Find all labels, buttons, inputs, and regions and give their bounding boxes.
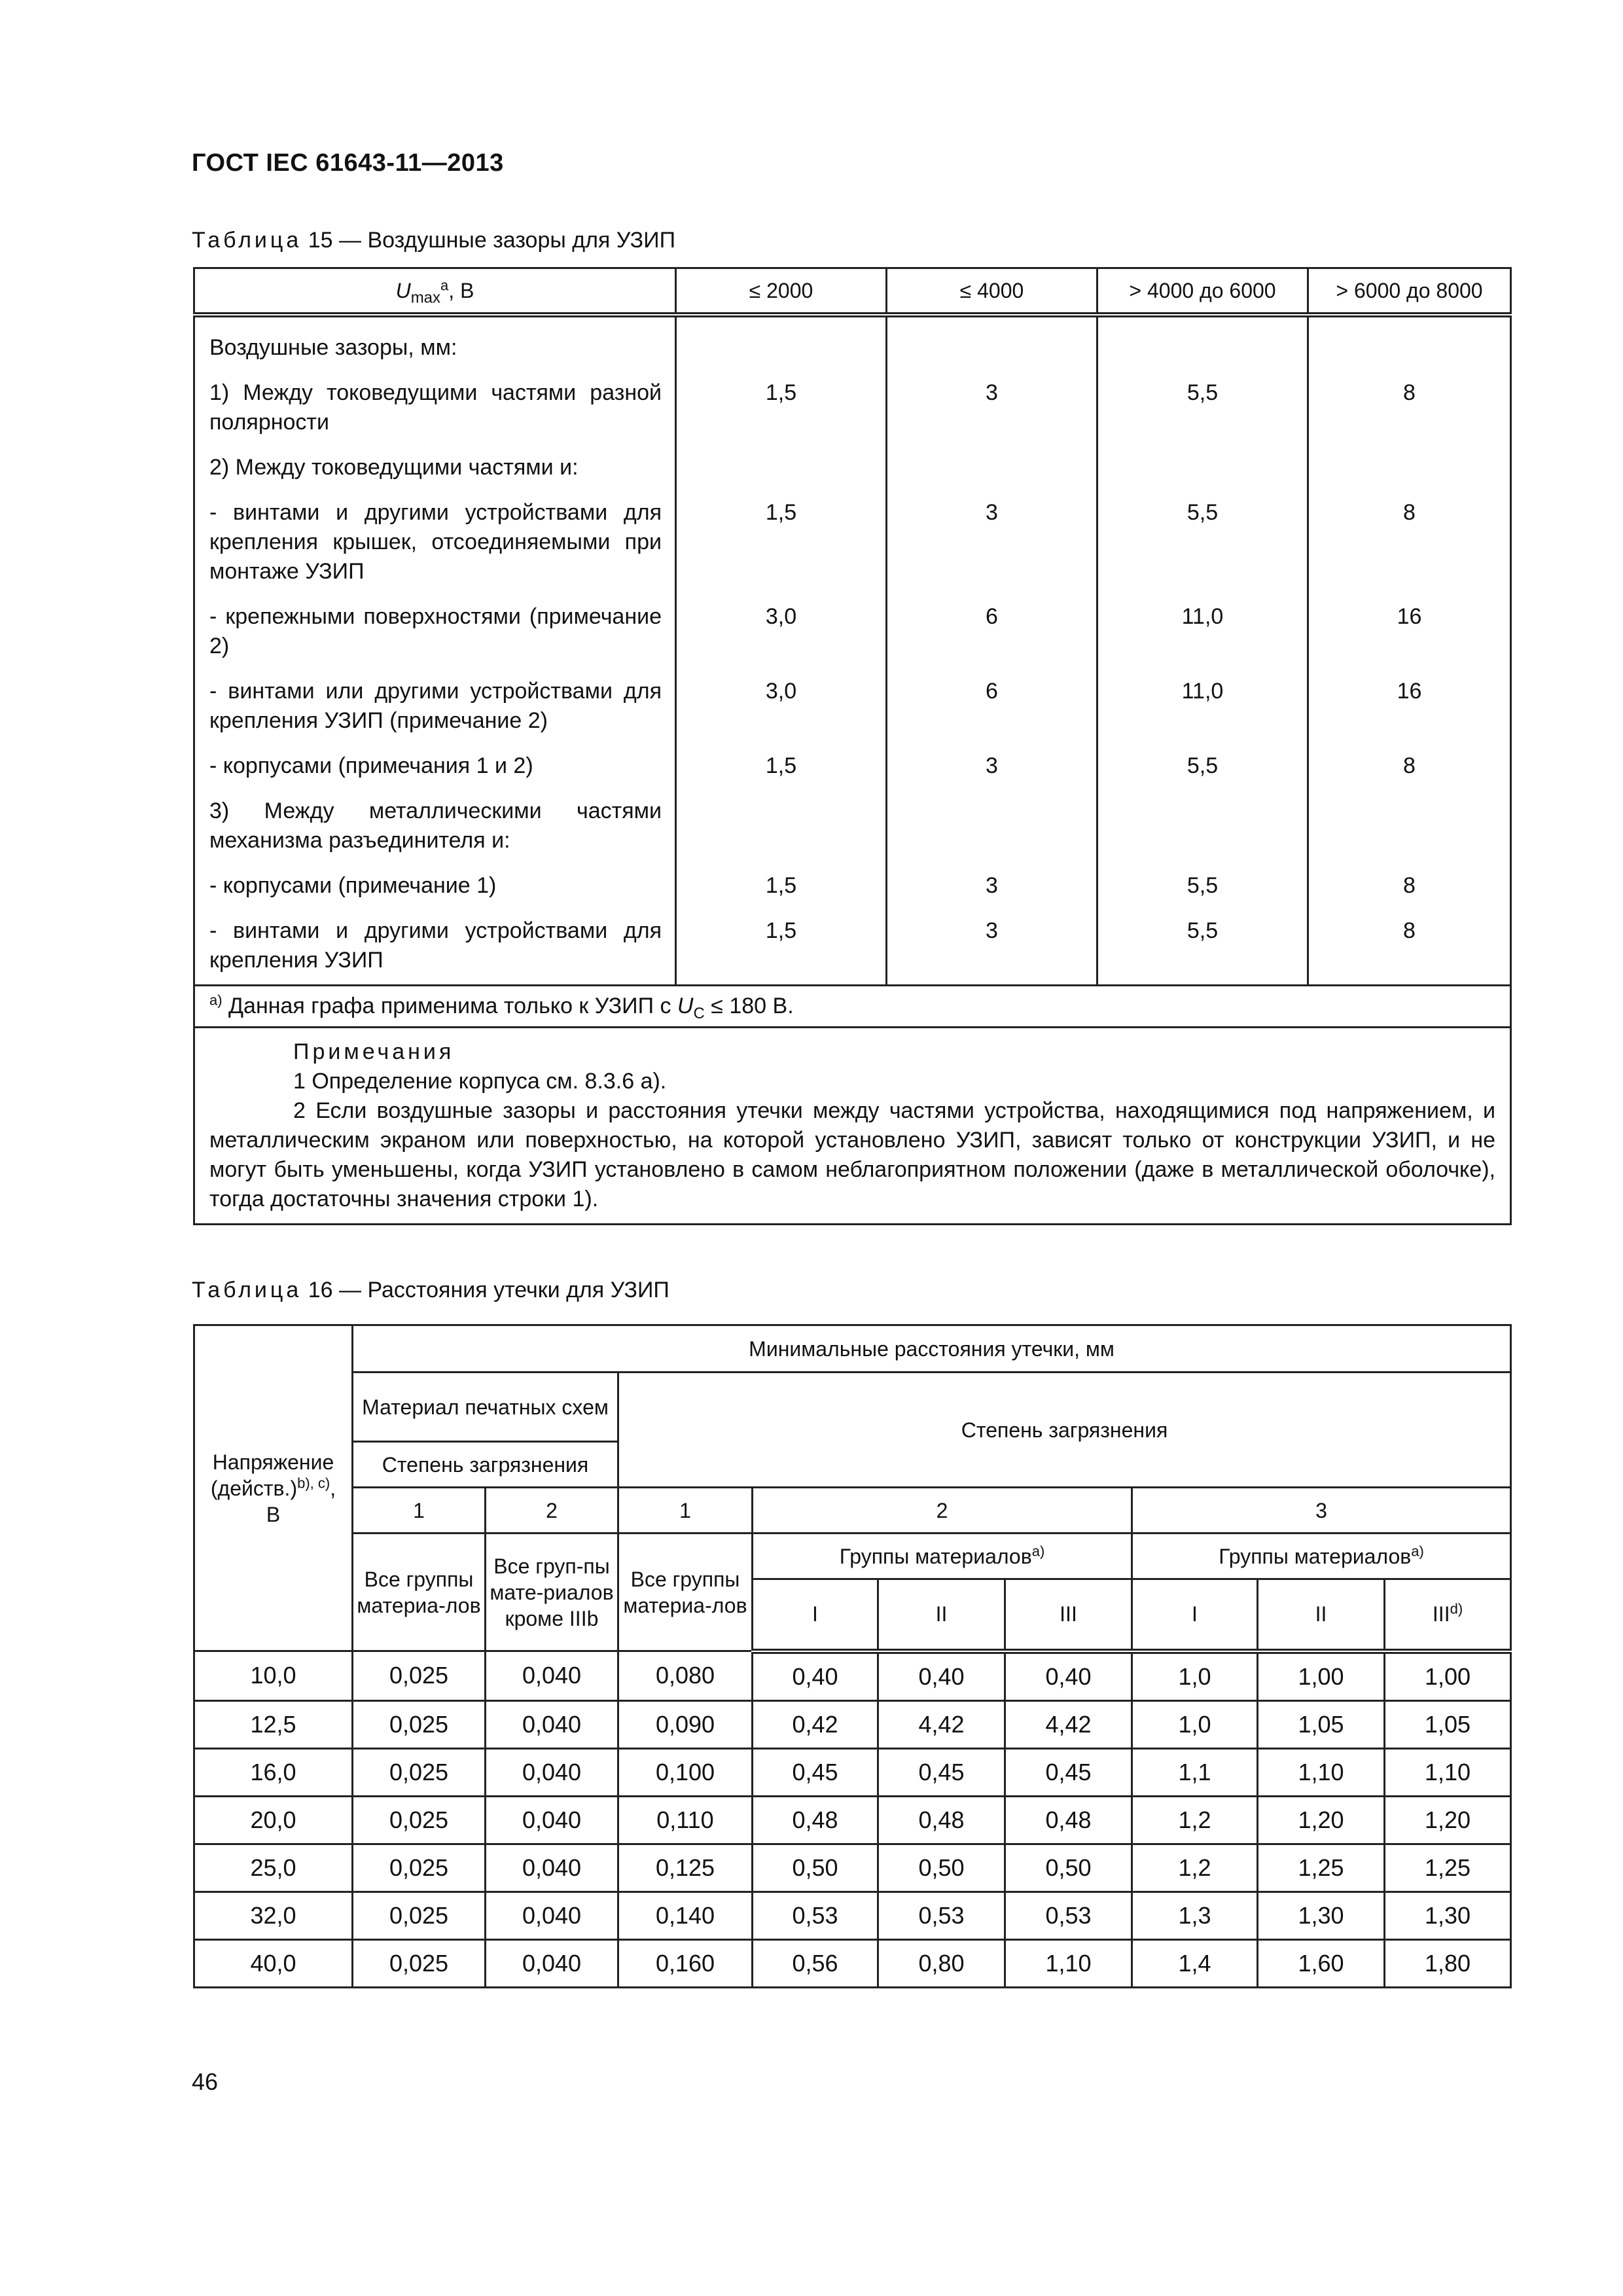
value-cell: 1,5	[765, 380, 797, 405]
table-row	[194, 1796, 1511, 1844]
table-cell: 1,05	[1385, 1700, 1511, 1748]
table-cell: 0,140	[618, 1892, 753, 1939]
table-cell: 1,20	[1385, 1796, 1511, 1844]
table15-col4-values	[1308, 315, 1511, 986]
table-cell: 0,53	[753, 1892, 878, 1939]
label-screws-covers: - винтами и другими устройствами для крепления крышек, отсоединяемыми при монтаже УЗИП	[209, 500, 662, 584]
value-cell: 16	[1397, 604, 1422, 629]
table-cell: 1,00	[1258, 1651, 1385, 1701]
table16-creepage-distances	[193, 1324, 1512, 1988]
material-groups-header-3: Группы материалов$^{а)}$	[1132, 1534, 1511, 1579]
table-cell: 0,110	[618, 1796, 753, 1844]
table-cell: 4,42	[1005, 1700, 1132, 1748]
voltage-cell: 16,0	[194, 1748, 353, 1796]
voltage-cell: 10,0	[194, 1651, 353, 1701]
table-cell: 1,10	[1385, 1748, 1511, 1796]
table-cell: 0,080	[618, 1651, 753, 1701]
table-cell: 0,80	[878, 1939, 1005, 1987]
table15-notes	[194, 1028, 1511, 1225]
degree-cell: 3	[1132, 1488, 1511, 1534]
value-cell: 16	[1397, 679, 1422, 704]
table-cell: 0,56	[753, 1939, 878, 1987]
table15-header-col2: ≤ 4000	[887, 268, 1097, 315]
degree-cell: 2	[753, 1488, 1132, 1534]
table15-col2-values	[887, 315, 1097, 986]
table-cell: 0,025	[353, 1651, 486, 1701]
table-row	[194, 1892, 1511, 1939]
table-cell: 0,040	[486, 1796, 618, 1844]
note-1: 1 Определение корпуса см. 8.3.6 а).	[293, 1069, 667, 1094]
value-cell: 3,0	[765, 604, 797, 629]
degree-cell: 1	[353, 1488, 486, 1534]
table15-air-clearances	[193, 267, 1512, 1225]
table-cell: 0,090	[618, 1700, 753, 1748]
label-air-gaps: Воздушные зазоры, мм:	[209, 335, 457, 360]
value-cell: 3	[986, 500, 998, 525]
table-cell: 0,040	[486, 1748, 618, 1796]
value-cell: 3	[986, 873, 998, 898]
label-screws-spd: - винтами и другими устройствами для крепления УЗИП	[209, 918, 662, 973]
table-cell: 1,3	[1132, 1892, 1258, 1939]
label-disconnector-metal: 3) Между металлическими частями механизма разъединителя и:	[209, 798, 662, 853]
voltage-cell: 40,0	[194, 1939, 353, 1987]
group-cell: I	[1132, 1579, 1258, 1651]
value-cell: 5,5	[1186, 918, 1219, 943]
table-cell: 0,040	[486, 1844, 618, 1892]
table-row	[194, 1748, 1511, 1796]
value-cell: 6	[986, 679, 998, 704]
table-cell: 0,040	[486, 1700, 618, 1748]
table15-header-col3: > 4000 до 6000	[1097, 268, 1308, 315]
table-cell: 0,025	[353, 1796, 486, 1844]
value-cell: 5,5	[1186, 380, 1219, 405]
value-cell: 5,5	[1186, 873, 1219, 898]
table-row	[194, 1844, 1511, 1892]
table-cell: 0,45	[1005, 1748, 1132, 1796]
table15-footnote: $^{а)}$ Данная графа применима только к УЗИП с $U_C \le 180$ В.	[194, 986, 1511, 1028]
table-row	[194, 1700, 1511, 1748]
value-cell: 11,0	[1181, 604, 1224, 629]
table-cell: 1,0	[1132, 1651, 1258, 1701]
label-enclosures-note1: - корпусами (примечание 1)	[209, 873, 497, 898]
all-groups-cell-1: Все группы материа-лов	[353, 1534, 486, 1651]
value-cell: 8	[1403, 500, 1416, 525]
table-row	[194, 1651, 1511, 1701]
table-cell: 0,100	[618, 1748, 753, 1796]
value-cell: 3	[986, 380, 998, 405]
page-number: 46	[192, 2068, 219, 2095]
table15-notes-row	[194, 1028, 1511, 1225]
value-cell: 5,5	[1186, 500, 1219, 525]
table15-body-row	[194, 315, 1511, 986]
group-cell: I	[753, 1579, 878, 1651]
voltage-cell: 32,0	[194, 1892, 353, 1939]
table-cell: 0,40	[753, 1651, 878, 1701]
table15-caption-word: Таблица	[192, 228, 302, 253]
table-cell: 1,00	[1385, 1651, 1511, 1701]
table16-pcb-material-header: Материал печатных схем	[353, 1372, 618, 1442]
table-cell: 0,040	[486, 1651, 618, 1701]
group-cell: II	[878, 1579, 1005, 1651]
table-cell: 1,10	[1258, 1748, 1385, 1796]
table-cell: 0,48	[878, 1796, 1005, 1844]
degree-cell: 1	[618, 1488, 753, 1534]
table-cell: 0,025	[353, 1892, 486, 1939]
value-cell: 3	[986, 753, 998, 778]
group-cell: III	[1005, 1579, 1132, 1651]
table-cell: 0,53	[878, 1892, 1005, 1939]
value-cell: 1,5	[765, 918, 797, 943]
table-cell: 0,50	[878, 1844, 1005, 1892]
value-cell: 11,0	[1181, 679, 1224, 704]
table16-voltage-header: Напряжение (действ.)$^{b), c)}$, В	[194, 1325, 353, 1651]
table-cell: 1,25	[1258, 1844, 1385, 1892]
voltage-cell: 20,0	[194, 1796, 353, 1844]
table-cell: 1,80	[1385, 1939, 1511, 1987]
table15-footnote-row	[194, 986, 1511, 1028]
table16-min-creepage-header: Минимальные расстояния утечки, мм	[353, 1325, 1511, 1372]
value-cell: 8	[1403, 753, 1416, 778]
table-cell: 0,40	[1005, 1651, 1132, 1701]
table15-header-umax: $U_{max}^a$, В	[194, 268, 676, 315]
table16-pollution-degree-header: Степень загрязнения	[618, 1372, 1511, 1488]
table-cell: 1,1	[1132, 1748, 1258, 1796]
table15-caption	[192, 228, 675, 253]
value-cell: 3,0	[765, 679, 797, 704]
table-cell: 1,05	[1258, 1700, 1385, 1748]
table16-header-row-2	[194, 1372, 1511, 1442]
value-cell: 6	[986, 604, 998, 629]
table16-pcb-pollution-degree: Степень загрязнения	[353, 1442, 618, 1488]
degree-cell: 2	[486, 1488, 618, 1534]
table-cell: 0,040	[486, 1939, 618, 1987]
table16-header-row-4	[194, 1488, 1511, 1534]
table15-labels	[194, 315, 676, 986]
label-enclosures: - корпусами (примечания 1 и 2)	[209, 753, 533, 778]
table-cell: 0,45	[878, 1748, 1005, 1796]
value-cell: 1,5	[765, 753, 797, 778]
table15-header-col4: > 6000 до 8000	[1308, 268, 1511, 315]
label-live-parts-and: 2) Между токоведущими частями и:	[209, 455, 579, 480]
value-cell: 3	[986, 918, 998, 943]
table15-col1-values	[676, 315, 887, 986]
table-cell: 0,50	[1005, 1844, 1132, 1892]
table-cell: 0,40	[878, 1651, 1005, 1701]
table15-col3-values	[1097, 315, 1308, 986]
table-cell: 0,025	[353, 1748, 486, 1796]
table-cell: 0,53	[1005, 1892, 1132, 1939]
material-groups-header-2: Группы материалов$^{а)}$	[753, 1534, 1132, 1579]
table-cell: 1,25	[1385, 1844, 1511, 1892]
table16-caption-word: Таблица	[192, 1278, 302, 1302]
all-groups-cell-2: Все груп-пы мате-риалов кроме IIIb	[486, 1534, 618, 1651]
value-cell: 8	[1403, 918, 1416, 943]
all-groups-cell-3: Все группы материа-лов	[618, 1534, 753, 1651]
table-cell: 0,50	[753, 1844, 878, 1892]
label-screws-mounting: - винтами или другими устройствами для крепления УЗИП (примечание 2)	[209, 679, 662, 733]
value-cell: 8	[1403, 873, 1416, 898]
table16-header-row-1	[194, 1325, 1511, 1372]
table16-header-row-5	[194, 1534, 1511, 1579]
table-cell: 1,20	[1258, 1796, 1385, 1844]
table-cell: 4,42	[878, 1700, 1005, 1748]
table15-header-row	[194, 268, 1511, 315]
table-cell: 1,60	[1258, 1939, 1385, 1987]
table-cell: 0,025	[353, 1700, 486, 1748]
table-cell: 0,48	[753, 1796, 878, 1844]
table-cell: 0,45	[753, 1748, 878, 1796]
value-cell: 5,5	[1186, 753, 1219, 778]
value-cell: 8	[1403, 380, 1416, 405]
table-cell: 1,30	[1258, 1892, 1385, 1939]
table-cell: 0,48	[1005, 1796, 1132, 1844]
table16-caption	[192, 1278, 669, 1303]
table-cell: 0,125	[618, 1844, 753, 1892]
label-between-live-parts: 1) Между токоведущими частями разной полярности	[209, 380, 662, 435]
notes-title: Примечания	[293, 1039, 455, 1064]
table-cell: 1,2	[1132, 1844, 1258, 1892]
value-cell: 1,5	[765, 500, 797, 525]
table-cell: 0,040	[486, 1892, 618, 1939]
document-header: ГОСТ IEC 61643-11—2013	[192, 149, 504, 177]
group-cell: III$^{d)}$	[1385, 1579, 1511, 1651]
table16-body	[194, 1651, 1511, 1988]
table-cell: 1,10	[1005, 1939, 1132, 1987]
voltage-cell: 12,5	[194, 1700, 353, 1748]
voltage-cell: 25,0	[194, 1844, 353, 1892]
value-cell: 1,5	[765, 873, 797, 898]
table-cell: 1,2	[1132, 1796, 1258, 1844]
table-cell: 0,025	[353, 1844, 486, 1892]
table15-header-col1: ≤ 2000	[676, 268, 887, 315]
table-cell: 1,30	[1385, 1892, 1511, 1939]
table-cell: 0,025	[353, 1939, 486, 1987]
table-row	[194, 1939, 1511, 1987]
note-2: 2 Если воздушные зазоры и расстояния утечки между частями устройства, находящимися под напряжением, и металлическим экраном или поверхностью, на которой установлено УЗИП, зависят только от конструкции УЗИП, и не могут быть уменьшены, когда УЗИП установлено в самом неблагоприятном положении (даже в металлической оболочке), тогда достаточны значения строки 1).	[209, 1098, 1495, 1211]
table16-caption-text: 16 — Расстояния утечки для УЗИП	[308, 1278, 669, 1302]
table-cell: 0,160	[618, 1939, 753, 1987]
table-cell: 1,0	[1132, 1700, 1258, 1748]
table-cell: 0,42	[753, 1700, 878, 1748]
table15-caption-text: 15 — Воздушные зазоры для УЗИП	[308, 228, 676, 253]
group-cell: II	[1258, 1579, 1385, 1651]
label-mounting-surfaces: - крепежными поверхностями (примечание 2)	[209, 604, 662, 658]
table-cell: 1,4	[1132, 1939, 1258, 1987]
